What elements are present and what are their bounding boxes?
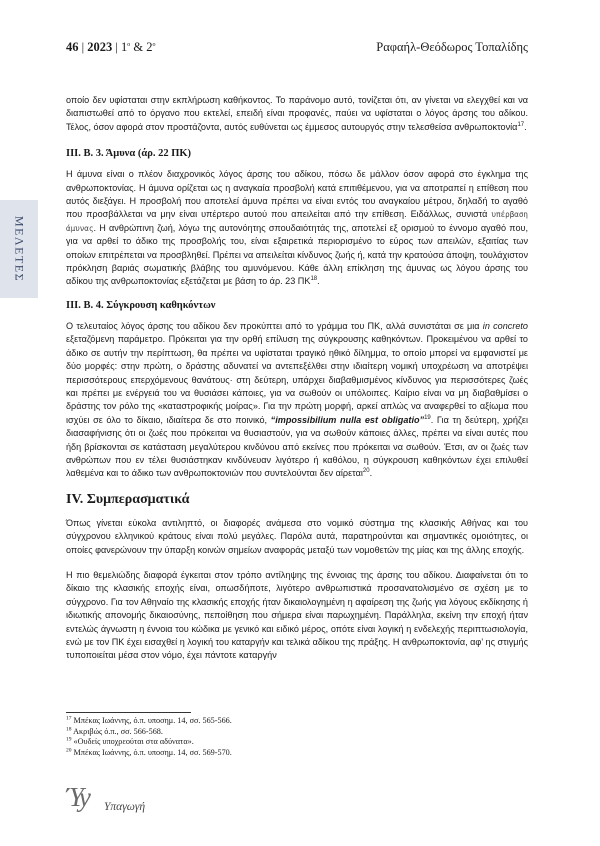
section-heading-conclusions: IV. Συμπερασματικά — [66, 491, 190, 507]
latin-maxim: “impossibilium nulla est obligatio” — [270, 414, 425, 425]
article-body — [66, 94, 528, 663]
footnote-19: $^{19}$ «Ουδείς υποχρεούται στα αδύνατα». — [66, 736, 194, 747]
journal-logo-text: Υπαγωγή — [104, 801, 146, 813]
footnote-divider — [66, 712, 191, 713]
section-heading-self-defense: ΙΙΙ. Β. 3. Άμυνα (άρ. 22 ΠΚ) — [66, 148, 192, 160]
excess-defense-term: υπέρβαση άμυνας — [66, 210, 528, 233]
header-author: Ραφαήλ-Θεόδωρος Τοπαλίδης — [376, 40, 528, 54]
footnotes — [66, 716, 528, 759]
footnote-ref-17[interactable]: 17 — [517, 121, 525, 128]
page-number: 46 — [66, 40, 79, 54]
side-tab-label: ΜΕΛΕΤΕΣ — [12, 215, 27, 283]
issue-number: 1 — [121, 40, 128, 54]
footnote-18: $^{18}$ Ακριβώς ό.π., σσ. 566-568. — [66, 725, 163, 736]
section-heading-duty-conflict: ΙΙΙ. Β. 4. Σύγκρουση καθηκόντων — [66, 299, 216, 311]
side-tab — [0, 200, 38, 298]
footnote-ref-20[interactable]: 20 — [362, 468, 370, 475]
footnote-17: $^{17}$ Μπέκας Ιωάννης, ό.π. υποσημ. 14, σσ. 565-566. — [66, 715, 232, 725]
intro-paragraph: οποίο δεν υφίσταται στην εκπλήρωση καθήκοντος. Το παράνομο αυτό, τονίζεται ότι, αν γίνεται να ελεγχθεί και να διαπιστωθεί από το όργανο που εκτελεί, επειδή είναι προφανές, παύει να υφίσταται ο λόγος άρσης του αδίκου. Τέλος, όσον αφορά στον προστάζοντα, αυτός ευθύνεται ως έμμεσος αυτουργός στην τελεσθείσα ανθρωποκτονία$^{17}$. — [66, 95, 528, 132]
footnote-20: $^{20}$ Μπέκας Ιωάννης, ό.π. υποσημ. 14, σσ. 569-570. — [66, 747, 232, 758]
conclusions-paragraph-1: Όπως γίνεται εύκολα αντιληπτό, οι διαφορές ανάμεσα στο νομικό σύστημα της κλασικής Αθήνας και του σύγχρονου ελληνικού κράτους είναι πολύ μεγάλες. Παρόλα αυτά, παρατηρούνται και σημαντικές ομοιότητες, οι οποίες φανερώνουν την ύπαρξη κοινών σημείων αναφοράς μεταξύ των νομοθετών της μίας και της άλλης εποχής. — [66, 517, 528, 555]
header-year: 2023 — [87, 40, 113, 54]
conclusions-paragraph-2: Η πιο θεμελιώδης διαφορά έγκειται στον τρόπο αντίληψης της έννοιας της άρσης του αδίκου. Διαφαίνεται ότι το δίκαιο της κλασικής εποχής είναι, οπωσδήποτε, λιγότερο ανθρωπιστικά προσανατολισμένο σε σχέση με το σύγχρονο. Για τον Αθηναίο της κλασικής εποχής ήταν δικαιολογημένη η αφαίρεση της ζωής για λόγους εκδίκησης ή ιδιωτικής απονομής δικαιοσύνης, πεποίθηση που σήμερα είναι παρωχημένη. Παράλληλα, εκείνη την εποχή ήταν εντελώς άγνωστη η έννοια του κώδικα με γενικό και ειδικό μέρος, οπότε είναι λογική η ενδελεχής περιπτωσιολογία, ενώ με τον ΠΚ έχει εισαχθεί η λογική του καταργήν και τελικά αδίκου της πράξης. Η ανθρωποκτονία, αφ’ ης στιγμής τυποποιείται μέσα στον νόμο, έχει πάντοτε καταργήν — [66, 569, 528, 661]
header-left: 46 | 2023 | $1^o$ & $2^o$ — [66, 40, 156, 54]
footnote-ref-19[interactable]: 19 — [424, 414, 431, 421]
journal-logo-icon: Ύy — [66, 782, 86, 812]
self-defense-paragraph: Η άμυνα είναι ο πλέον διαχρονικός λόγος άρσης του αδίκου, πόσω δε μάλλον όσον αφορά στο έγκλημα της ανθρωποκτονίας. Η άμυνα ορίζεται ως η αναγκαία προσβολή κατά επιτιθέμενου, για να αποτραπεί η επίθεση που αυτός διεξάγει. Η προσβολή που αποτελεί άμυνα πρέπει να είναι εντός του αναγκαίου μέτρου, δηλαδή το αγαθό που προσβάλλεται να μην είναι υπέρτερο αυτού που απειλείται από την επίθεση. Ειδάλλως, συνιστά υπέρβαση άμυνας. Η ανθρώπινη ζωή, λόγω της αυτονόητης σπουδαιότητάς της, αποτελεί εξ ορισμού το έννομο αγαθό που, για να αρθεί το άδικο της προσβολής του, είναι εξαιρετικά περιορισμένο το εύρος των απειλών, εξαιτίας των οποίων επιτρέπεται να προσβληθεί. Πρέπει να απειλείται κίνδυνος ζωής ή, κατά την κρατούσα άποψη, τουλάχιστον πρόκληση βαριάς σωματικής βλάβης του αμυνόμενου. Κάθε άλλη επίκληση της άμυνας ως λόγου άρσης του αδίκου της ανθρωποκτονίας εξετάζεται με βάση το άρ. 23 ΠΚ$^{18}$. — [66, 169, 528, 287]
duty-conflict-paragraph: Ο τελευταίος λόγος άρσης του αδίκου δεν προκύπτει από το γράμμα του ΠΚ, αλλά συνιστάται σε μια in concreto εξεταζόμενη παράμετρο. Πρόκειται για την ορθή επίλυση της σύγκρουσης καθηκόντων. Προκειμένου να αρθεί το άδικο σε αυτήν την περίπτωση, θα πρέπει να υφίσταται τραγικό ηθικό δίλημμα, το οποίο μπορεί να εμφανιστεί με δύο μορφές: στην πρώτη, ο δράστης αδυνατεί να αντεπεξέλθει στην ιδιαίτερη νομική υποχρέωση να αποτρέψει περισσότερους επερχόμενους θανάτους· στη δεύτερη, υπάρχει διαβαθμισμένος κίνδυνος για περισσότερες ζωές και πρέπει με ενέργειά του να θυσιάσει κάποιες, για να σωθούν οι υπόλοιπες. Καίριο είναι να μη διαβαθμίσει ο δράστης τον ρόλο της «καταστροφικής μοίρας». Για την πρώτη μορφή, αρκεί απλώς να αναφερθεί το αξίωμα που ισχύει σε όλο το δίκαιο, ιδιαίτερα δε στο ποινικό, “impossibilium nulla est obligatio”$^{19}$. Για τη δεύτερη, χρήζει διασαφήνισης ότι οι ζωές που πρόκειται να θυσιαστούν, για να σωθούν κάποιες άλλες, πρέπει να είναι αυτές που ήδη βρίσκονται σε κατάσταση μεγαλύτερου κινδύνου από εκείνες που πρόκειται να σωθούν. Έτσι, αν οι ζωές των ανθρώπων που εν τέλει θυσιάστηκαν κινδύνευαν λιγότερο ή καθόλου, η σύγκρουση καθηκόντων έχει επιλυθεί λαθεμένα και το άδικο των ανθρωποκτονιών που συντελούνται δεν αίρεται$^{20}$. — [66, 320, 528, 479]
in-concreto-term: in concreto — [482, 320, 528, 331]
issue-amp: & — [133, 40, 144, 54]
footnote-ref-18[interactable]: 18 — [310, 276, 318, 283]
